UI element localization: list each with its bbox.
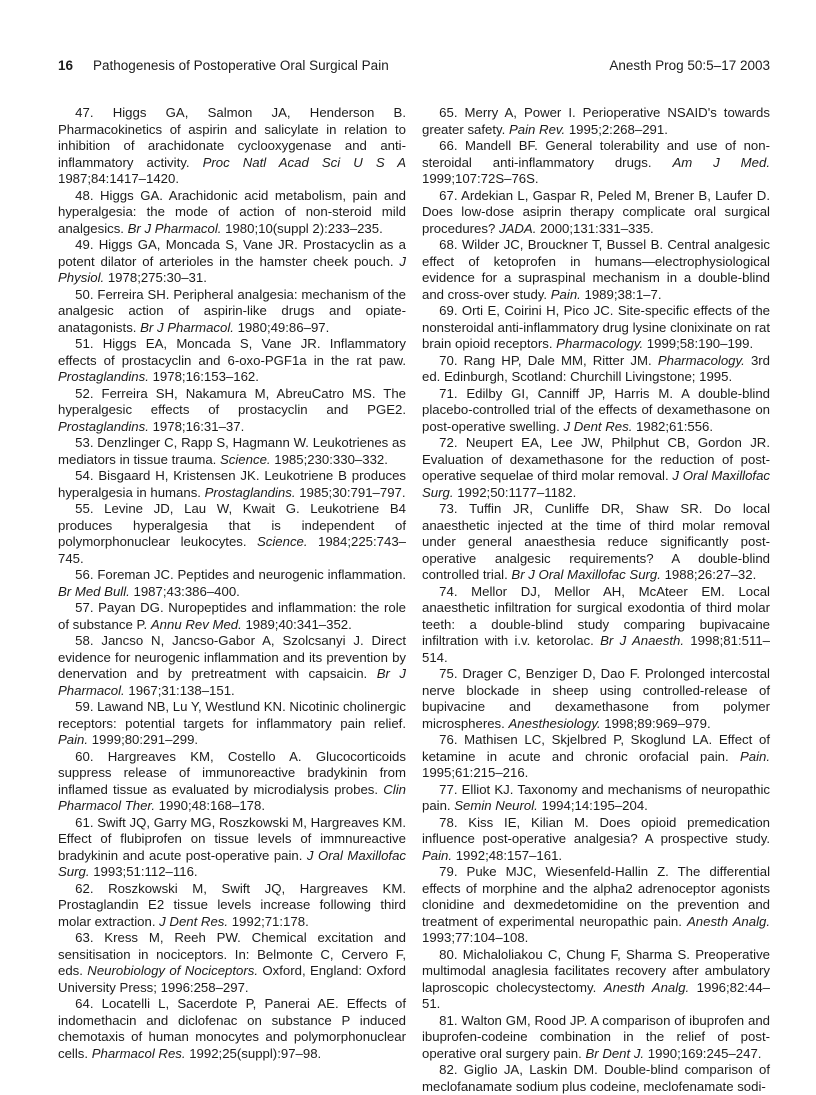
reference-text: 1992;25(suppl):97–98. xyxy=(185,1045,322,1061)
reference-text: 66. Mandell BF. General tolerability and use of non-steroidal anti-inflammatory drugs. xyxy=(422,138,770,170)
reference-text: 67. Ardekian L, Gaspar R, Peled M, Brener B, Laufer D. Does low-dose asiprin therapy complicate oral surgical procedures? xyxy=(422,187,770,236)
reference-text: 1994;14:195–204. xyxy=(537,798,648,813)
reference-text: 77. Elliot KJ. Taxonomy and mechanisms of neuropathic pain. xyxy=(422,781,770,813)
journal-title: Pain Rev. xyxy=(508,121,566,137)
reference-text: 52. Ferreira SH, Nakamura M, AbreuCatro MS. The hyperalgesic effects of prostacyclin and PGE2. xyxy=(58,385,406,417)
reference-text: 59. Lawand NB, Lu Y, Westlund KN. Nicotinic cholinergic receptors: potential targets for inflammatory pain relief. xyxy=(58,699,406,731)
reference-text: 51. Higgs EA, Moncada S, Vane JR. Inflammatory effects of prostacyclin and 6-oxo-PGF1a in the rat paw. xyxy=(58,336,406,368)
journal-title: Science. xyxy=(256,534,308,549)
reference-item xyxy=(58,930,406,996)
journal-title: Science. xyxy=(219,451,271,467)
reference-text: 1992;71:178. xyxy=(228,913,309,929)
reference-item xyxy=(422,237,770,303)
reference-text: 1978;275:30–31. xyxy=(104,270,207,285)
reference-item xyxy=(58,815,406,881)
reference-text: 1993;51:112–116. xyxy=(89,864,198,879)
reference-text: 58. Jancso N, Jancso-Gabor A, Szolcsanyi J. Direct evidence for neurogenic inflammation and its prevention by denervation and by pretreatment with capsaicin. xyxy=(58,633,406,681)
reference-text: 75. Drager C, Benziger D, Dao F. Prolonged intercostal nerve blockade in sheep using controlled-release of bupivacine and dexamethasone from polymer microspheres. xyxy=(422,666,770,731)
reference-text: 70. Rang HP, Dale MM, Ritter JM. xyxy=(439,352,658,368)
reference-text: 55. Levine JD, Lau W, Kwait G. Leukotriene B4 produces hyperalgesia that is independent of polymorphonuclear leukocytes. xyxy=(58,501,406,549)
reference-text: 82. Giglio JA, Laskin DM. Double-blind comparison of meclofanamate sodium plus codeine, meclofenamate sodi- xyxy=(422,1062,770,1094)
reference-item xyxy=(422,435,770,501)
reference-text: 69. Orti E, Coirini H, Pico JC. Site-specific effects of the nonsteroidal anti-inflammatory drug lysine clonixinate on rat brain opioid receptors. xyxy=(422,303,770,351)
reference-text: 57. Payan DG. Nuropeptides and inflammation: the role of substance P. xyxy=(58,600,406,632)
reference-text: 1990;169:245–247. xyxy=(644,1045,762,1061)
journal-title: Anesthesiology. xyxy=(508,715,601,731)
reference-item xyxy=(58,237,406,287)
reference-text: 50. Ferreira SH. Peripheral analgesia: mechanism of the analgesic action of aspirin-like drugs and opiate-anatagonists. xyxy=(58,286,406,335)
journal-title: Am J Med. xyxy=(672,154,770,170)
reference-text: 1984;225:743–745. xyxy=(58,534,406,566)
journal-title: Pain. xyxy=(739,748,770,764)
journal-title: Annu Rev Med. xyxy=(150,616,242,632)
reference-item xyxy=(422,353,770,386)
reference-text: 1998;89:969–979. xyxy=(600,715,711,731)
reference-text: 1996;82:44–51. xyxy=(422,979,770,1011)
reference-item xyxy=(422,105,770,138)
reference-item xyxy=(58,105,406,188)
reference-text: 1999;58:190–199. xyxy=(643,336,754,351)
reference-text: 63. Kress M, Reeh PW. Chemical excitation and sensitisation in nociceptors. In: Belmonte C, Cervero F, eds. xyxy=(58,930,406,978)
reference-item xyxy=(422,864,770,947)
reference-item xyxy=(422,1013,770,1063)
reference-text: 1980;49:86–97. xyxy=(233,319,330,335)
reference-text: 1998;81:511–514. xyxy=(422,633,770,665)
reference-text: 1982;61:556. xyxy=(632,418,714,434)
reference-text: 1980;10(suppl 2):233–235. xyxy=(221,220,383,236)
journal-title: Br J Oral Maxillofac Surg. xyxy=(511,567,661,582)
reference-text: 54. Bisgaard H, Kristensen JK. Leukotriene B produces hyperalgesia in humans. xyxy=(58,468,406,500)
reference-item xyxy=(58,567,406,600)
journal-title: JADA. xyxy=(498,220,537,236)
reference-text: 1987;43:386–400. xyxy=(129,583,240,599)
journal-title: Pharmacol Res. xyxy=(91,1045,186,1061)
journal-title: Br J Pharmacol. xyxy=(58,666,406,698)
journal-title: Clin Pharmacol Ther. xyxy=(58,781,406,813)
reference-text: 64. Locatelli L, Sacerdote P, Panerai AE. Effects of indomethacin and diclofenac on substance P induced chemotaxis of human monocytes and polymorphonuclear cells. xyxy=(58,996,406,1061)
journal-title: Br J Pharmacol. xyxy=(140,319,234,335)
reference-text: 2000;131:331–335. xyxy=(536,220,654,236)
reference-item xyxy=(422,584,770,667)
reference-item xyxy=(58,435,406,468)
reference-text: 1999;80:291–299. xyxy=(88,732,199,747)
reference-item xyxy=(422,732,770,782)
reference-text: 68. Wilder JC, Brouckner T, Bussel B. Central analgesic effect of ketoprofen in humans—electrophysiological evidence for a supraspinal mechanism in a double-blind and cross-over study. xyxy=(422,237,770,302)
reference-text: 60. Hargreaves KM, Costello A. Glucocorticoids suppress release of immunoreactive bradykinin from inflamed tissue as evaluated by microdialysis probes. xyxy=(58,748,406,797)
reference-item xyxy=(422,188,770,238)
reference-text: 1989;38:1–7. xyxy=(580,286,662,302)
journal-title: Pain. xyxy=(58,732,89,747)
reference-text: 1999;107:72S–76S. xyxy=(422,171,539,186)
reference-text: 49. Higgs GA, Moncada S, Vane JR. Prostacyclin as a potent dilator of arterioles in the hamster cheek pouch. xyxy=(58,237,406,269)
reference-item xyxy=(58,468,406,501)
page-header xyxy=(58,58,770,73)
reference-text: 81. Walton GM, Rood JP. A comparison of ibuprofen and ibuprofen-codeine combination in the relief of post-operative oral surgery pain. xyxy=(422,1012,770,1061)
references-right-column xyxy=(422,105,770,1095)
reference-text: 3rd ed. Edinburgh, Scotland: Churchill Livingstone; 1995. xyxy=(422,352,770,384)
reference-text: 1978;16:153–162. xyxy=(148,369,259,384)
references-section xyxy=(58,105,770,1095)
journal-title: Prostaglandins. xyxy=(58,418,149,434)
journal-title: Proc Natl Acad Sci U S A xyxy=(202,154,406,170)
page-number: 16 xyxy=(58,58,74,73)
reference-item xyxy=(422,386,770,436)
reference-text: 74. Mellor DJ, Mellor AH, McAteer EM. Local anaesthetic infiltration for surgical exodontia of third molar teeth: a double-blind study comparing bupivacaine infiltration with i.v. ketorolac. xyxy=(422,583,770,648)
reference-item xyxy=(422,666,770,732)
reference-text: 47. Higgs GA, Salmon JA, Henderson B. Pharmacokinetics of aspirin and salicylate in relation to inhibition of arachidonate cyclooxygenase and anti-inflammatory activity. xyxy=(58,105,406,170)
reference-item xyxy=(422,138,770,188)
reference-text: 1993;77:104–108. xyxy=(422,930,529,945)
header-left xyxy=(58,58,389,73)
journal-title: Br J Pharmacol. xyxy=(127,220,222,236)
reference-text: 1989;40:341–352. xyxy=(241,616,352,632)
reference-item xyxy=(58,699,406,749)
reference-text: 80. Michaloliakou C, Chung F, Sharma S. Preoperative multimodal anaglesia facilitates recovery after ambulatory laproscopic cholecystectomy. xyxy=(422,946,770,995)
reference-item xyxy=(58,996,406,1062)
journal-title: Semin Neurol. xyxy=(454,798,538,813)
journal-title: Br Dent J. xyxy=(585,1045,645,1061)
references-left-column xyxy=(58,105,406,1095)
reference-text: 1985;230:330–332. xyxy=(270,451,388,467)
reference-text: 71. Edilby GI, Canniff JP, Harris M. A double-blind placebo-controlled trial of the effects of dexamethasone on post-operative swelling. xyxy=(422,385,770,434)
reference-text: 72. Neupert EA, Lee JW, Philphut CB, Gordon JR. Evaluation of dexamethasone for the reduction of post-operative sequelae of third molar removal. xyxy=(422,435,770,483)
running-title: Pathogenesis of Postoperative Oral Surgical Pain xyxy=(93,58,389,73)
reference-text: 1978;16:31–37. xyxy=(148,418,245,434)
reference-text: 1990;48:168–178. xyxy=(155,798,266,813)
journal-title: J Oral Maxillofac Surg. xyxy=(422,468,770,500)
reference-text: 61. Swift JQ, Garry MG, Roszkowski M, Hargreaves KM. Effect of flubiprofen on tissue levels of immnureactive bradykinin and acute post-operative pain. xyxy=(58,814,406,863)
reference-item xyxy=(58,188,406,238)
reference-item xyxy=(58,336,406,386)
journal-title: J Dent Res. xyxy=(159,913,229,929)
journal-title: Pharmacology. xyxy=(556,336,644,351)
reference-text: 1992;48:157–161. xyxy=(452,847,563,863)
journal-title: Br J Anaesth. xyxy=(600,633,685,648)
reference-item xyxy=(58,287,406,337)
reference-text: 78. Kiss IE, Kilian M. Does opioid premedication influence post-operative analgesia? A prospective study. xyxy=(422,814,770,846)
journal-title: Anesth Analg. xyxy=(603,979,690,995)
reference-item xyxy=(58,633,406,699)
journal-title: Anesth Analg. xyxy=(686,913,770,929)
journal-title: Prostaglandins. xyxy=(204,484,296,500)
reference-text: 65. Merry A, Power I. Perioperative NSAID's towards greater safety. xyxy=(422,105,770,137)
reference-text: 1987;84:1417–1420. xyxy=(58,171,180,186)
journal-title: Br Med Bull. xyxy=(58,583,130,599)
reference-text: 62. Roszkowski M, Swift JQ, Hargreaves KM. Prostaglandin E2 tissue levels increase following third molar extraction. xyxy=(58,880,406,929)
reference-text: 1988;26:27–32. xyxy=(660,567,757,582)
journal-title: Pain. xyxy=(550,286,581,302)
journal-citation: Anesth Prog 50:5–17 2003 xyxy=(609,58,770,73)
reference-item xyxy=(58,600,406,633)
journal-title: Prostaglandins. xyxy=(58,369,149,384)
reference-text: 1995;61:215–216. xyxy=(422,765,529,780)
reference-text: 1985;30:791–797. xyxy=(295,484,406,500)
reference-text: 53. Denzlinger C, Rapp S, Hagmann W. Leukotrienes as mediators in tissue trauma. xyxy=(58,435,406,467)
journal-title: J Dent Res. xyxy=(563,418,633,434)
reference-text: 56. Foreman JC. Peptides and neurogenic inflammation. xyxy=(75,567,406,582)
reference-text: 1992;50:1177–1182. xyxy=(453,484,577,500)
reference-text: 79. Puke MJC, Wiesenfeld-Hallin Z. The differential effects of morphine and the alpha2 adrenoceptor agonists clonidine and dexmedetomidine on the prevention and treatment of experimental neuropathic pain. xyxy=(422,864,770,929)
journal-title: Pain. xyxy=(422,847,453,863)
reference-item xyxy=(422,303,770,353)
journal-title: J Oral Maxillofac Surg. xyxy=(58,847,407,879)
journal-title: Neurobiology of Nociceptors. xyxy=(87,963,259,978)
reference-item xyxy=(422,1062,770,1095)
reference-item xyxy=(422,782,770,815)
reference-text: 1995;2:268–291. xyxy=(565,121,668,137)
reference-text: 1967;31:138–151. xyxy=(124,682,235,698)
reference-text: 48. Higgs GA. Arachidonic acid metabolism, pain and hyperalgesia: the mode of action of non-steroid mild analgesics. xyxy=(58,187,406,236)
reference-text: 76. Mathisen LC, Skjelbred P, Skoglund LA. Effect of ketamine in acute and chronic orofacial pain. xyxy=(422,732,770,764)
reference-item xyxy=(58,749,406,815)
journal-title: J Physiol. xyxy=(58,253,406,285)
reference-text: Oxford, England: Oxford University Press; 1996:258–297. xyxy=(58,963,407,995)
reference-item xyxy=(58,386,406,436)
reference-item xyxy=(58,501,406,567)
reference-item xyxy=(422,815,770,865)
reference-item xyxy=(422,501,770,584)
journal-title: Pharmacology. xyxy=(657,352,745,368)
reference-item xyxy=(58,881,406,931)
reference-text: 73. Tuffin JR, Cunliffe DR, Shaw SR. Do local anaesthetic injected at the time of third molar removal under general anaesthesia reduce significantly post-operative analgesic requirements? A double-blind controlled trial. xyxy=(422,501,770,582)
reference-item xyxy=(422,947,770,1013)
